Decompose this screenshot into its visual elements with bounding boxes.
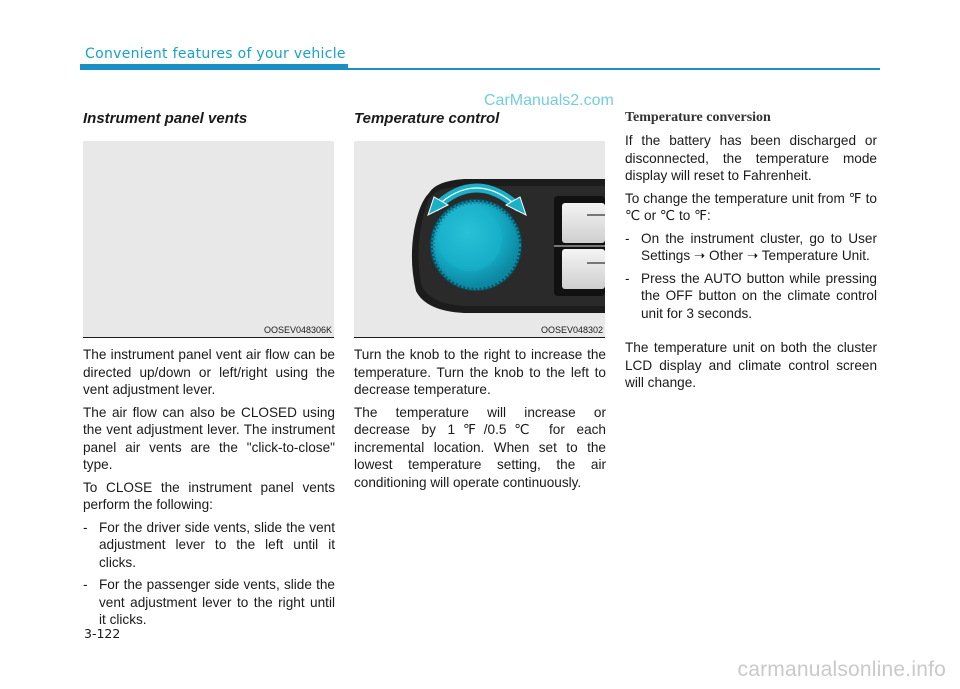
page-number: 3-122 xyxy=(84,626,121,641)
bullet-dash: - xyxy=(625,230,630,246)
vent-figure xyxy=(83,141,334,337)
list-item: - Press the AUTO button while pressing the OFF button on the climate control unit for 3 seconds. xyxy=(625,270,877,321)
paragraph: The instrument panel vent air flow can be directed up/down or left/right using the vent adjustment lever. xyxy=(83,347,335,397)
column-temperature-control xyxy=(354,110,606,496)
paragraph: The temperature will increase or decrease by 1℉/0.5℃ for each incremental location. When set to the lowest temperature setting, the air conditioning will operate continuously. xyxy=(354,404,606,490)
heading-temperature-conversion: Temperature conversion xyxy=(625,110,771,125)
unit-change-steps xyxy=(625,230,877,323)
header-rule-thick xyxy=(80,64,348,70)
heading-temperature-control: Temperature control xyxy=(354,110,500,127)
figure-code: OOSEV048306K xyxy=(263,325,332,335)
temperature-knob-illustration xyxy=(354,141,605,337)
bullet-dash: - xyxy=(625,270,630,286)
list-item: - On the instrument cluster, go to User Settings ➝ Other ➝ Temperature Unit. xyxy=(625,230,877,263)
bullet-dash: - xyxy=(83,577,88,592)
paragraph: The temperature unit on both the cluster LCD display and climate control screen will change. xyxy=(625,340,877,390)
watermark-top[interactable]: CarManuals2.com xyxy=(484,92,614,109)
heading-instrument-panel-vents: Instrument panel vents xyxy=(83,110,248,127)
vent-close-steps xyxy=(83,519,335,629)
paragraph: Turn the knob to the right to increase the temperature. Turn the knob to the left to decrease temperature. xyxy=(354,347,606,397)
watermark-bottom[interactable]: carmanualsonline.info xyxy=(737,658,946,681)
paragraph: The air flow can also be CLOSED using the vent adjustment lever. The instrument panel air vents are the "click-to-close" type. xyxy=(83,404,335,472)
list-item: - For the passenger side vents, slide the vent adjustment lever to the right until it clicks. xyxy=(83,577,335,627)
paragraph: If the battery has been discharged or disconnected, the temperature mode display will reset to Fahrenheit. xyxy=(625,133,877,183)
header-rule-thin xyxy=(348,68,880,70)
column-temperature-conversion xyxy=(625,110,877,397)
column-instrument-panel-vents xyxy=(83,110,335,634)
list-item: - For the driver side vents, slide the vent adjustment lever to the left until it clicks. xyxy=(83,519,335,570)
figure-code: OOSEV048302 xyxy=(540,325,603,335)
paragraph: To CLOSE the instrument panel vents perform the following: xyxy=(83,479,335,512)
temperature-knob-figure xyxy=(354,141,605,337)
bullet-dash: - xyxy=(83,519,88,535)
paragraph: To change the temperature unit from ℉ to ℃ or ℃ to ℉: xyxy=(625,190,877,223)
section-header-title: Convenient features of your vehicle xyxy=(85,46,346,62)
